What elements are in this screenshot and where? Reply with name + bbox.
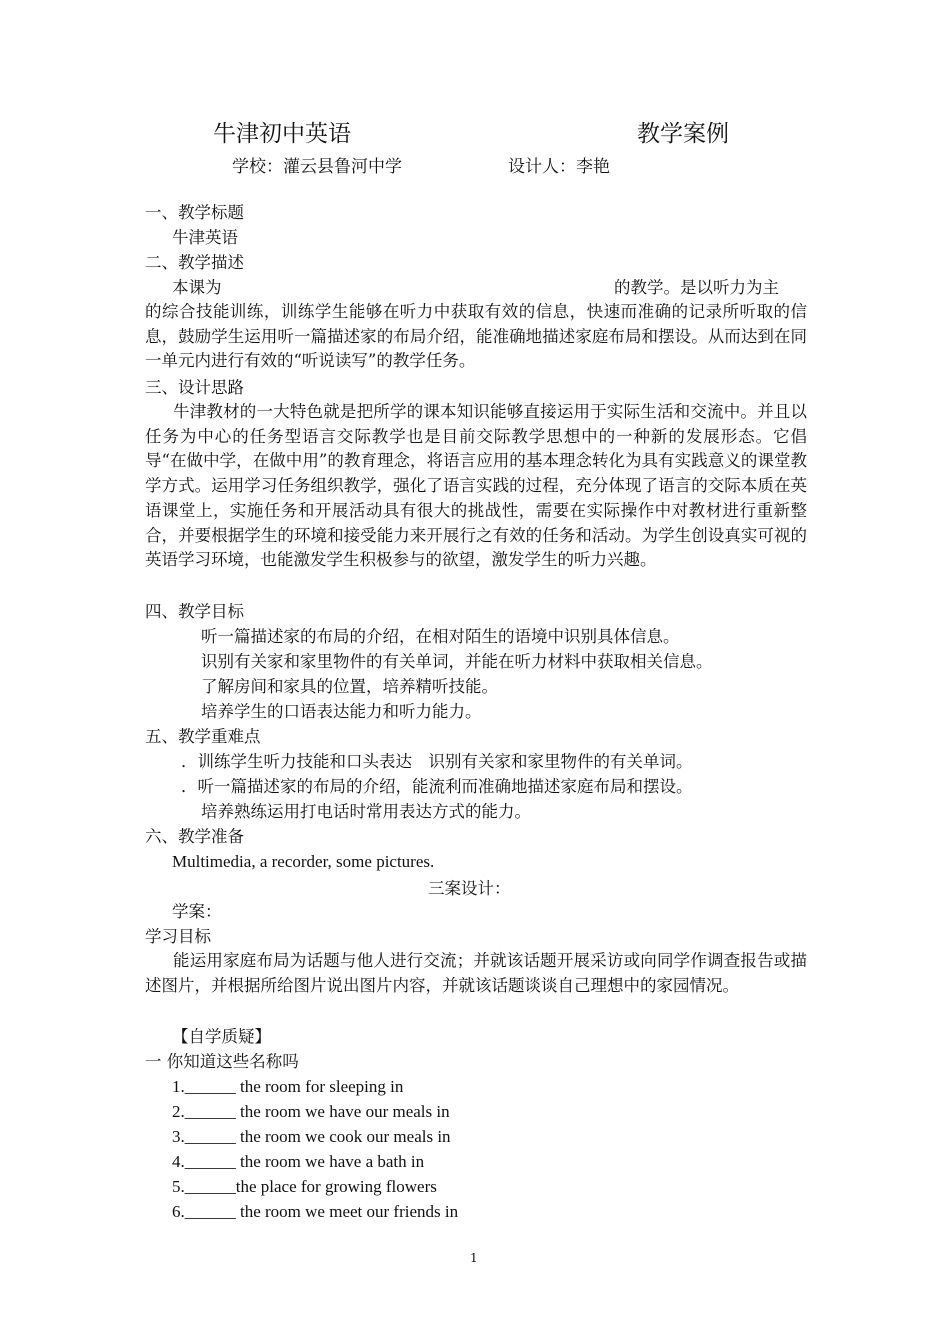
document-title-right: 教学案例 <box>637 121 729 147</box>
goal-item: 了解房间和家具的位置，培养精听技能。 <box>201 677 498 696</box>
section-3-heading: 三、设计思路 <box>145 378 244 397</box>
question-item: 5.______the place for growing flowers <box>172 1177 437 1196</box>
xuean-label: 学案： <box>172 902 222 921</box>
section-5-heading: 五、教学重难点 <box>145 727 261 746</box>
section-2-first-left: 本课为 <box>172 278 222 297</box>
self-study-heading: 【自学质疑】 <box>172 1027 271 1046</box>
section-6-text: Multimedia, a recorder, some pictures. <box>172 852 435 871</box>
section-3-paragraph: 牛津教材的一大特色就是把所学的课本知识能够直接运用于实际生活和交流中。并且以任务为中心的任务型语言交际教学也是目前交际教学思想中的一种新的发展形态。它倡导“在做中学，在做中用”的教育理念，将语言应用的基本理念转化为具有实践意义的课堂教学方式。运用学习任务组织教学，强化了语言实践的过程，充分体现了语言的交际本质在英语课堂上，实施任务和开展活动具有很大的挑战性，需要在实际操作中对教材进行重新整合，并要根据学生的环境和接受能力来开展行之有效的任务和活动。为学生创设真实可视的英语学习环境，也能激发学生积极参与的欲望，激发学生的听力兴趣。 <box>145 402 807 570</box>
section-6-heading: 六、教学准备 <box>145 827 244 846</box>
question-item: 6.______ the room we meet our friends in <box>172 1202 459 1221</box>
section-2-paragraph: 的综合技能训练，训练学生能够在听力中获取有效的信息，快速而准确的记录所听取的信息，鼓励学生运用听一篇描述家的布局介绍，能准确地描述家庭布局和摆设。从而达到在同一单元内进行有效的“听说读写”的教学任务。 <box>145 302 807 371</box>
section-4-heading: 四、教学目标 <box>145 602 244 621</box>
section-2-first-right: 的教学。是以听力为主 <box>614 278 779 297</box>
question-item: 4.______ the room we have a bath in <box>172 1152 425 1171</box>
goal-item: 培养学生的口语表达能力和听力能力。 <box>201 702 482 721</box>
section-2-heading: 二、教学描述 <box>145 253 244 272</box>
section-1-heading: 一、教学标题 <box>145 203 244 222</box>
keypoint-item: ．训练学生听力技能和口头表达 识别有关家和家里物件的有关单词。 <box>181 752 693 771</box>
learning-goal-paragraph: 能运用家庭布局为话题与他人进行交流；并就该话题开展采访或向同学作调查报告或描述图片，并根据所给图片说出图片内容，并就该话题谈谈自己理想中的家园情况。 <box>145 951 807 995</box>
school-info: 学校：灌云县鲁河中学 <box>232 157 402 177</box>
section-1-text: 牛津英语 <box>172 228 238 247</box>
learning-goal-heading: 学习目标 <box>145 927 211 946</box>
question-heading: 一 你知道这些名称吗 <box>145 1052 299 1071</box>
document-title-left: 牛津初中英语 <box>213 121 351 147</box>
goal-item: 听一篇描述家的布局的介绍，在相对陌生的语境中识别具体信息。 <box>201 627 680 646</box>
design-center-heading: 三案设计： <box>428 879 511 898</box>
page-number: 1 <box>470 1251 478 1265</box>
question-item: 1.______ the room for sleeping in <box>172 1077 404 1096</box>
keypoint-extra: 培养熟练运用打电话时常用表达方式的能力。 <box>201 802 531 821</box>
question-item: 3.______ the room we cook our meals in <box>172 1127 451 1146</box>
keypoint-item: ．听一篇描述家的布局的介绍，能流利而准确地描述家庭布局和摆设。 <box>181 777 693 796</box>
designer-info: 设计人：李艳 <box>508 157 610 177</box>
goal-item: 识别有关家和家里物件的有关单词，并能在听力材料中获取相关信息。 <box>201 652 713 671</box>
question-item: 2.______ the room we have our meals in <box>172 1102 450 1121</box>
